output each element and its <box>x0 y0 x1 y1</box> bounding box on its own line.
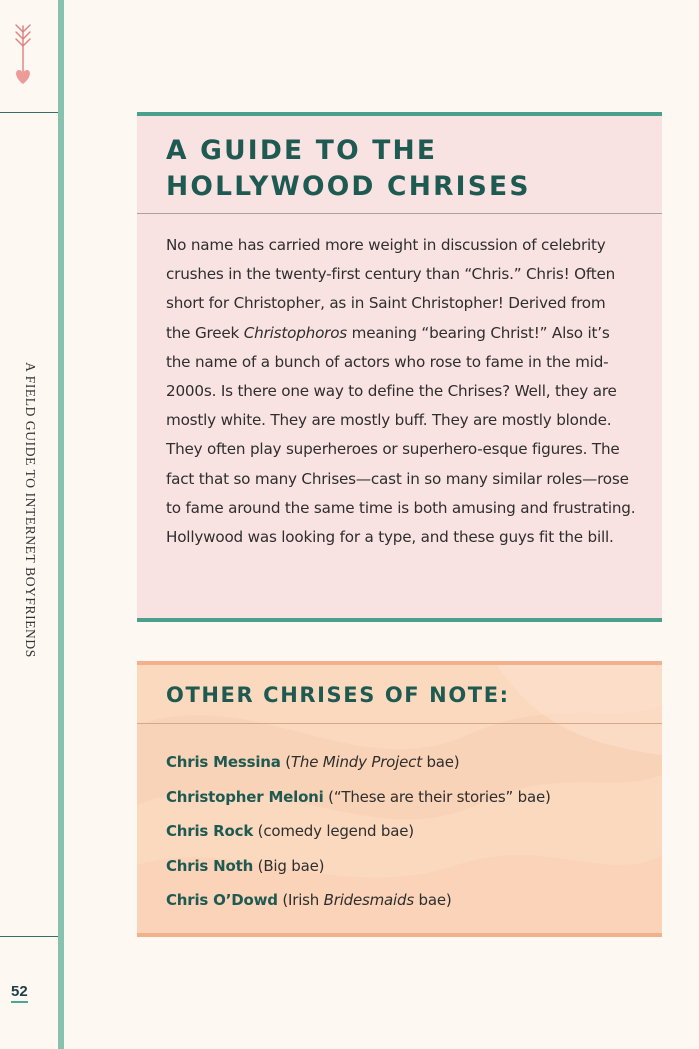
body-line: to fame around the same time is both amusing and frustrating. <box>166 498 636 517</box>
guide-box <box>137 112 662 622</box>
list-item: Chris Messina (The Mindy Project bae) <box>166 753 460 771</box>
running-head: A FIELD GUIDE TO INTERNET BOYFRIENDS <box>23 362 38 658</box>
body-line: the name of a bunch of actors who rose to fame in the mid- <box>166 352 609 371</box>
list-item: Chris Noth (Big bae) <box>166 856 325 875</box>
body-line: mostly white. They are mostly buff. They are mostly blonde. <box>166 411 612 430</box>
list-item: Chris O’Dowd (Irish Bridesmaids bae) <box>166 891 452 909</box>
list-item: Chris Rock (comedy legend bae) <box>166 822 414 840</box>
body-line: They often play superheroes or superhero-esque figures. The <box>166 440 620 459</box>
note-divider <box>137 723 662 724</box>
rail-rule-top <box>0 112 58 113</box>
guide-title-line-1: A GUIDE TO THE <box>166 135 438 166</box>
other-chrises-title: OTHER CHRISES OF NOTE: <box>166 683 510 707</box>
body-line: crushes in the twenty-first century than “Chris.” Chris! Often <box>166 265 616 284</box>
body-line: 2000s. Is there one way to define the Chrises? Well, they are <box>166 382 617 401</box>
page-number: 52 <box>11 983 28 1003</box>
arrow-with-heart-icon <box>8 22 38 88</box>
guide-body <box>166 231 640 552</box>
body-line: short for Christopher, as in Saint Christopher! Derived from <box>166 294 606 313</box>
other-chrises-list <box>166 745 551 918</box>
guide-title <box>166 133 531 205</box>
body-line: Hollywood was looking for a type, and these guys fit the bill. <box>166 528 614 547</box>
rail-rule-bottom <box>0 936 58 937</box>
guide-title-line-2: HOLLYWOOD CHRISES <box>166 171 531 202</box>
body-line: the Greek Christophoros meaning “bearing Christ!” Also it’s <box>166 323 610 342</box>
body-line: No name has carried more weight in discussion of celebrity <box>166 236 606 254</box>
list-item: Christopher Meloni (“These are their stories” bae) <box>166 787 551 806</box>
other-chrises-box <box>137 661 662 937</box>
body-line: fact that so many Chrises—cast in so many similar roles—rose <box>166 469 629 488</box>
guide-divider <box>137 213 662 214</box>
margin-rail <box>58 0 64 1049</box>
